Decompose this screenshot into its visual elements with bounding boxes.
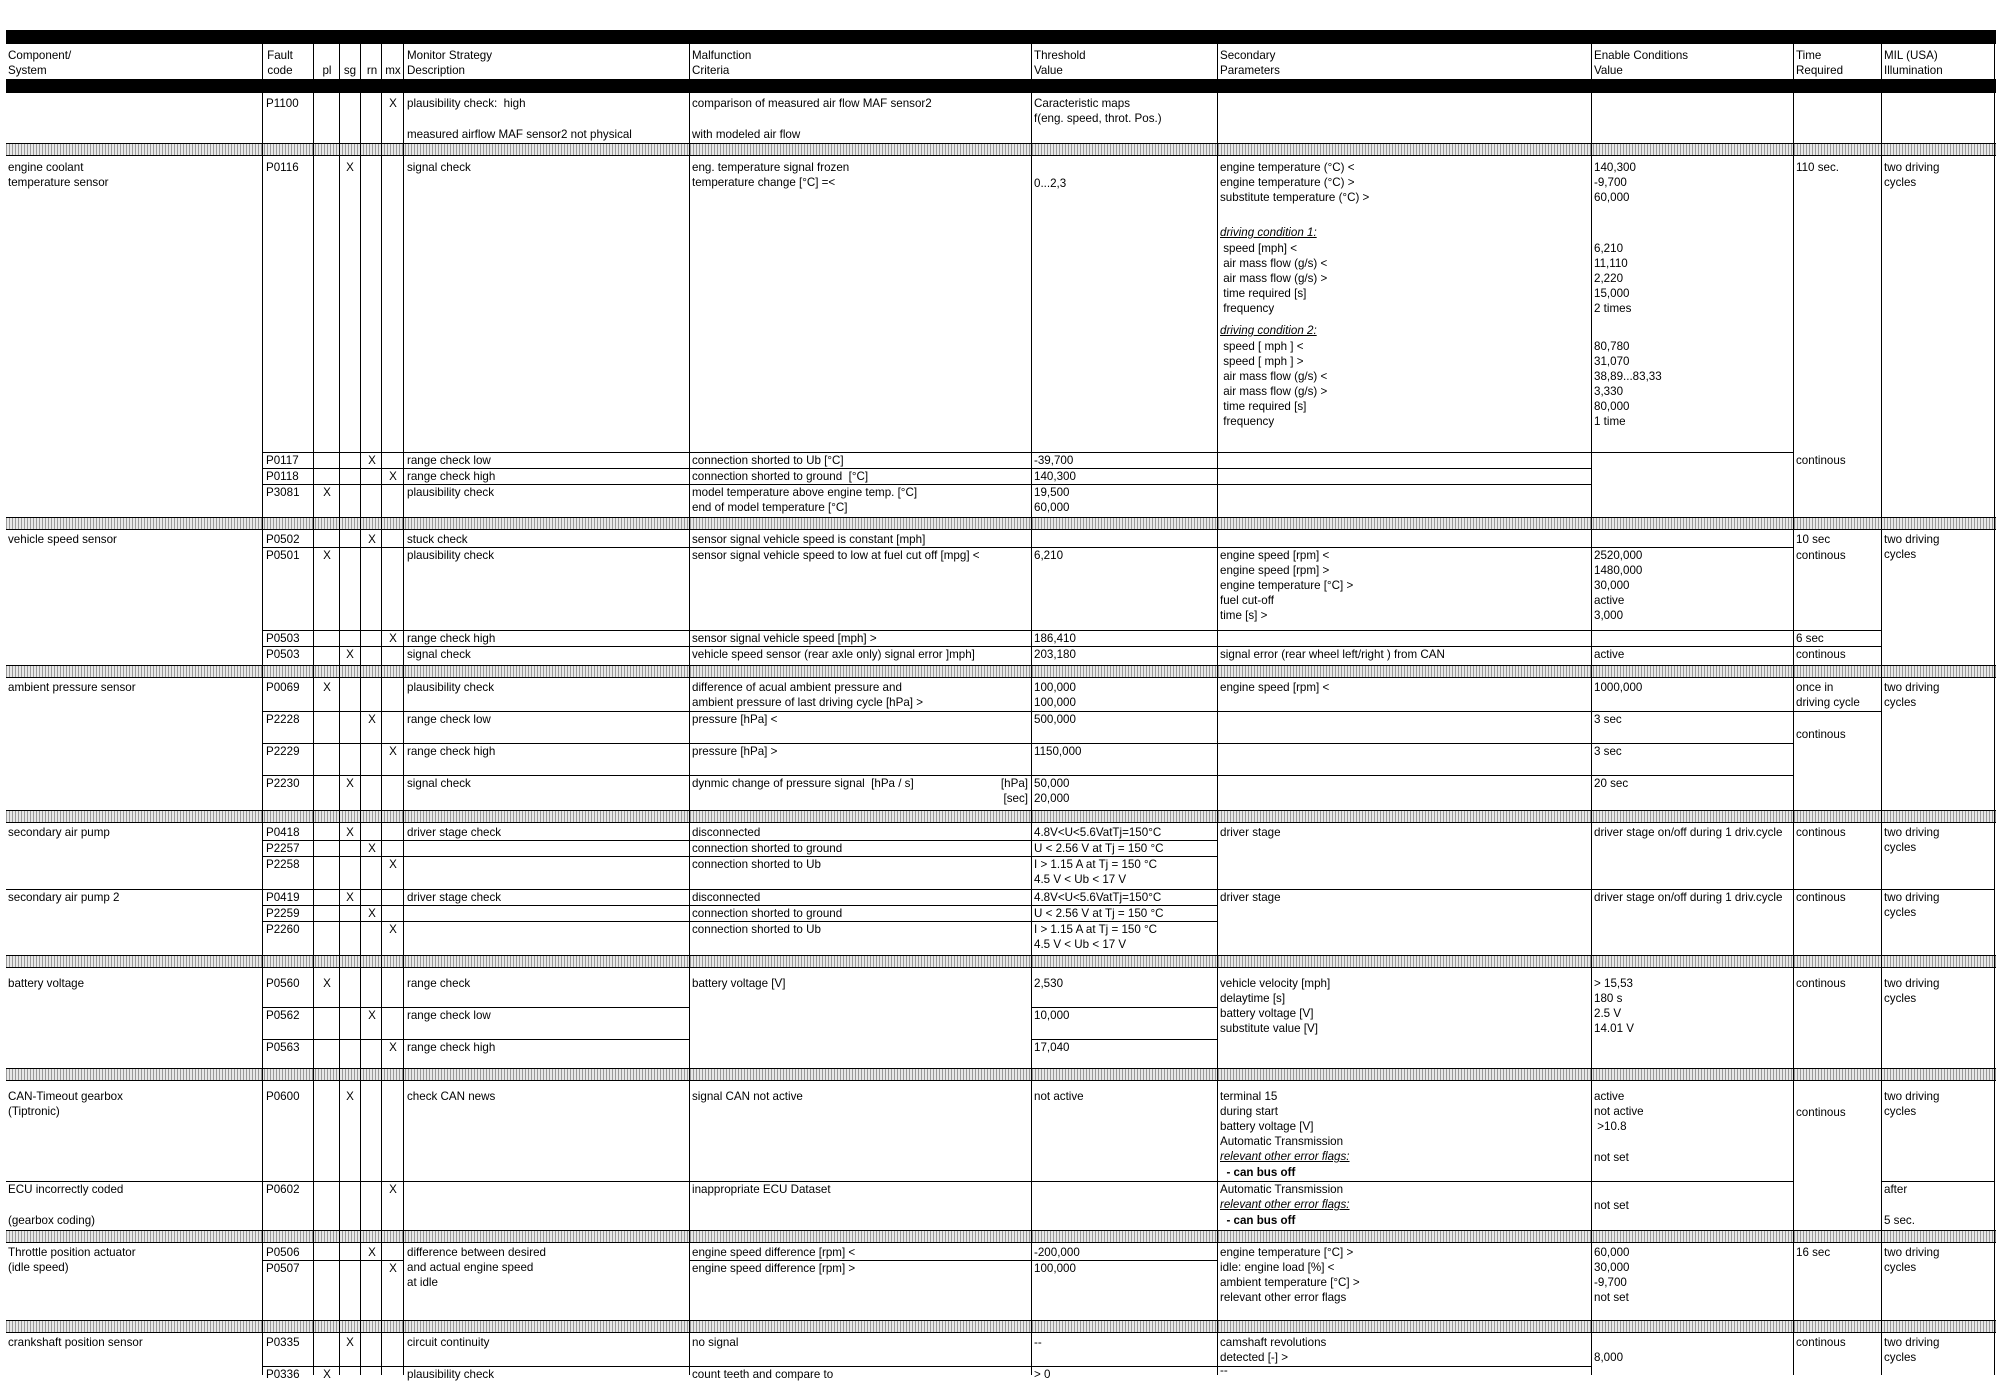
p0600-criteria: signal CAN not active	[692, 1090, 803, 1103]
p0503b-criteria: vehicle speed sensor (rear axle only) signal error ]mph]	[692, 648, 975, 661]
header-malfunction: Malfunction Criteria	[692, 49, 752, 77]
p0503a-criteria: sensor signal vehicle speed [mph] >	[692, 632, 877, 645]
sap2-mil: two driving cycles	[1884, 891, 1940, 919]
p0600-flags: relevant other error flags:	[1220, 1150, 1350, 1163]
p0117-code: P0117	[266, 454, 299, 467]
header-enable: Enable Conditions Value	[1594, 49, 1689, 77]
crank-component: crankshaft position sensor	[8, 1336, 143, 1349]
header-strategy: Monitor Strategy Description	[407, 49, 493, 77]
p3081-criteria: model temperature above engine temp. [°C] end of model temperature [°C]	[692, 486, 918, 514]
p0602-secondary: Automatic Transmission	[1220, 1183, 1344, 1196]
col-divider	[1881, 44, 1882, 1375]
p0503b-threshold: 203,180	[1034, 648, 1076, 661]
p2259-mark: X	[368, 907, 376, 920]
p0600-time: continous	[1796, 1106, 1846, 1119]
p2258-threshold: I > 1.15 A at Tj = 150 °C 4.5 V < Ub < 17 V	[1034, 858, 1158, 886]
col-divider	[1217, 44, 1218, 1375]
p0069-strategy: plausibility check	[407, 681, 494, 694]
sap2-strategy: driver stage check	[407, 891, 502, 904]
p0069-enable: 1000,000	[1594, 681, 1643, 694]
p0501-secondary: engine speed [rpm] < engine speed [rpm] > engine temperature [°C] > fuel cut-off time [s] >	[1220, 549, 1354, 622]
row-line	[262, 452, 1794, 453]
battery-secondary: vehicle velocity [mph] delaytime [s] battery voltage [V] substitute value [V]	[1220, 977, 1331, 1035]
p2259-criteria: connection shorted to ground	[692, 907, 843, 920]
throttle-component: Throttle position actuator (idle speed)	[8, 1246, 136, 1274]
p0502-time: 10 sec	[1796, 533, 1831, 546]
throttle-secondary: engine temperature [°C] > idle: engine load [%] < ambient temperature [°C] > relevant other error flags	[1220, 1246, 1360, 1304]
p0118-mark: X	[389, 470, 397, 483]
p1100-criteria-1: comparison of measured air flow MAF sensor2	[692, 97, 932, 110]
p0602-mark: X	[389, 1183, 397, 1196]
p0503a-time: 6 sec	[1796, 632, 1824, 645]
section-separator	[6, 1068, 1996, 1081]
p0502-strategy: stuck check	[407, 533, 468, 546]
ecu-component-1: ECU incorrectly coded	[8, 1183, 124, 1196]
header-secondary: Secondary Parameters	[1220, 49, 1280, 77]
p0116-threshold: 0...2,3	[1034, 177, 1067, 190]
header-rn: rn	[366, 64, 378, 77]
p2229-criteria: pressure [hPa] >	[692, 745, 778, 758]
p2228-mark: X	[368, 713, 376, 726]
p0116-strategy: signal check	[407, 161, 471, 174]
throttle-enable: 60,000 30,000 -9,700 not set	[1594, 1246, 1630, 1304]
p0503a-mark: X	[389, 632, 397, 645]
p0336-code: P0336	[266, 1368, 300, 1381]
throttle-mil: two driving cycles	[1884, 1246, 1940, 1274]
sap1-strategy: driver stage check	[407, 826, 502, 839]
p0562-strategy: range check low	[407, 1009, 491, 1022]
p0116-mark: X	[346, 161, 354, 174]
section-separator	[6, 810, 1996, 823]
driving-condition-2-params: speed [ mph ] < speed [ mph ] > air mass flow (g/s) < air mass flow (g/s) > time required [s] frequency	[1220, 340, 1328, 428]
p0602-flags: relevant other error flags:	[1220, 1198, 1350, 1211]
p2229-strategy: range check high	[407, 745, 496, 758]
col-divider	[1591, 44, 1592, 1375]
p0501-code: P0501	[266, 549, 300, 562]
p0419-mark: X	[346, 891, 354, 904]
p0563-threshold: 17,040	[1034, 1041, 1070, 1054]
p0118-threshold: 140,300	[1034, 470, 1076, 483]
p0501-enable: 2520,000 1480,000 30,000 active 3,000	[1594, 549, 1643, 622]
p0503b-time: continous	[1796, 648, 1846, 661]
p2257-threshold: U < 2.56 V at Tj = 150 °C	[1034, 842, 1164, 855]
p0562-mark: X	[368, 1009, 376, 1022]
obd-monitor-table	[6, 30, 1996, 1381]
sap2-secondary: driver stage	[1220, 891, 1281, 904]
p0418-threshold: 4.8V<U<5.6VatTj=150°C	[1034, 826, 1162, 839]
sap2-time: continous	[1796, 891, 1846, 904]
p3081-mark: X	[323, 486, 331, 499]
p2228-strategy: range check low	[407, 713, 491, 726]
p0602-flag-item: - can bus off	[1220, 1214, 1296, 1227]
battery-criteria: battery voltage [V]	[692, 977, 786, 990]
p0563-strategy: range check high	[407, 1041, 496, 1054]
p0117-time: continous	[1796, 454, 1846, 467]
p0507-threshold: 100,000	[1034, 1262, 1076, 1275]
sap1-mil: two driving cycles	[1884, 826, 1940, 854]
p0069-mark: X	[323, 681, 331, 694]
driving-condition-1-values: 6,210 11,110 2,220 15,000 2 times	[1594, 242, 1632, 315]
p0507-code: P0507	[266, 1262, 300, 1275]
p2260-criteria: connection shorted to Ub	[692, 923, 821, 936]
p0502-mark: X	[368, 533, 376, 546]
p0069-code: P0069	[266, 681, 300, 694]
p0506-threshold: -200,000	[1034, 1246, 1080, 1259]
header-fault-code: Fault code	[267, 49, 293, 77]
col-divider	[262, 44, 263, 1375]
speed-component: vehicle speed sensor	[8, 533, 117, 546]
p2229-enable: 3 sec	[1594, 745, 1622, 758]
p2258-mark: X	[389, 858, 397, 871]
p0069-threshold: 100,000 100,000	[1034, 681, 1076, 709]
p0419-code: P0419	[266, 891, 300, 904]
p0502-criteria: sensor signal vehicle speed is constant [mph]	[692, 533, 926, 546]
p2230-criteria: dynmic change of pressure signal [hPa / s]	[692, 777, 914, 790]
p0335-mark: X	[346, 1336, 354, 1349]
p2230-code: P2230	[266, 777, 300, 790]
p0506-criteria: engine speed difference [rpm] <	[692, 1246, 856, 1259]
p0560-strategy: range check	[407, 977, 471, 990]
p0602-enable: not set	[1594, 1199, 1629, 1212]
p0602-code: P0602	[266, 1183, 300, 1196]
p0116-criteria: eng. temperature signal frozen temperature change [°C] =<	[692, 161, 850, 189]
throttle-strategy: difference between desired and actual engine speed at idle	[407, 1246, 547, 1289]
crank-secondary: camshaft revolutions detected [-] >	[1220, 1336, 1327, 1364]
p0116-code: P0116	[266, 161, 299, 174]
p0336-mark: X	[323, 1368, 331, 1381]
p0506-code: P0506	[266, 1246, 300, 1259]
header-pl: pl	[322, 64, 332, 77]
driving-condition-1-params: speed [mph] < air mass flow (g/s) < air mass flow (g/s) > time required [s] frequency	[1220, 242, 1328, 315]
sap2-enable: driver stage on/off during 1 driv.cycle	[1594, 891, 1783, 904]
col-divider	[403, 44, 404, 1375]
battery-mil: two driving cycles	[1884, 977, 1940, 1005]
p0562-code: P0562	[266, 1009, 300, 1022]
p0503b-strategy: signal check	[407, 648, 471, 661]
p0507-criteria: engine speed difference [rpm] >	[692, 1262, 856, 1275]
p1100-strategy-1: plausibility check: high	[407, 97, 526, 110]
battery-component: battery voltage	[8, 977, 85, 990]
ambient-time-continous: continous	[1796, 728, 1846, 741]
p0506-mark: X	[368, 1246, 376, 1259]
driving-condition-1-title: driving condition 1:	[1220, 226, 1317, 239]
p2260-code: P2260	[266, 923, 300, 936]
throttle-time: 16 sec	[1796, 1246, 1831, 1259]
p0069-criteria: difference of acual ambient pressure and ambient pressure of last driving cycle [hPa] >	[692, 681, 924, 709]
row-line	[262, 775, 1794, 776]
p3081-code: P3081	[266, 486, 300, 499]
ecu-mil-2: 5 sec.	[1884, 1214, 1915, 1227]
p0503a-threshold: 186,410	[1034, 632, 1076, 645]
battery-time: continous	[1796, 977, 1846, 990]
p0118-code: P0118	[266, 470, 299, 483]
p2230-unit: [hPa] [sec]	[1000, 777, 1028, 805]
col-divider	[339, 44, 340, 1375]
battery-enable: > 15,53 180 s 2.5 V 14.01 V	[1594, 977, 1634, 1035]
crank-mil: two driving cycles	[1884, 1336, 1940, 1364]
p2258-code: P2258	[266, 858, 300, 871]
section-separator	[6, 1230, 1996, 1243]
p0418-criteria: disconnected	[692, 826, 761, 839]
can-mil: two driving cycles	[1884, 1090, 1940, 1118]
p0503b-code: P0503	[266, 648, 300, 661]
p2229-threshold: 1150,000	[1034, 745, 1082, 758]
sap2-component: secondary air pump 2	[8, 891, 120, 904]
ecu-component-2: (gearbox coding)	[8, 1214, 96, 1227]
p0563-mark: X	[389, 1041, 397, 1054]
p0118-strategy: range check high	[407, 470, 496, 483]
section-separator	[6, 517, 1996, 530]
header-mil: MIL (USA) Illumination	[1884, 49, 1943, 77]
top-border-bar	[6, 30, 1996, 44]
coolant-component: engine coolant temperature sensor	[8, 161, 109, 189]
p0418-mark: X	[346, 826, 354, 839]
p2258-criteria: connection shorted to Ub	[692, 858, 821, 871]
p2257-criteria: connection shorted to ground	[692, 842, 843, 855]
p2229-mark: X	[389, 745, 397, 758]
header-mx: mx	[385, 64, 401, 77]
p0116-secondary: engine temperature (°C) < engine temperature (°C) > substitute temperature (°C) >	[1220, 161, 1370, 204]
p0335-strategy: circuit continuity	[407, 1336, 490, 1349]
sap1-component: secondary air pump	[8, 826, 110, 839]
section-separator	[6, 665, 1996, 678]
p0418-code: P0418	[266, 826, 300, 839]
p2230-threshold: 50,000 20,000	[1034, 777, 1070, 805]
p0600-code: P0600	[266, 1090, 300, 1103]
p0600-threshold: not active	[1034, 1090, 1084, 1103]
p3081-threshold: 19,500 60,000	[1034, 486, 1070, 514]
p2230-mark: X	[346, 777, 354, 790]
p0116-time: 110 sec.	[1796, 161, 1839, 174]
p0118-criteria: connection shorted to ground [°C]	[692, 470, 869, 483]
col-divider	[1793, 44, 1794, 1375]
p2228-code: P2228	[266, 713, 300, 726]
col-divider	[381, 44, 382, 1375]
p0335-criteria: no signal	[692, 1336, 739, 1349]
p2259-code: P2259	[266, 907, 300, 920]
p0117-mark: X	[368, 454, 376, 467]
can-component: CAN-Timeout gearbox (Tiptronic)	[8, 1090, 123, 1118]
p0600-mark: X	[346, 1090, 354, 1103]
col-divider	[360, 44, 361, 1375]
p0117-threshold: -39,700	[1034, 454, 1074, 467]
p0069-secondary: engine speed [rpm] <	[1220, 681, 1330, 694]
crank-secondary-2: --	[1220, 1364, 1228, 1377]
p0563-code: P0563	[266, 1041, 300, 1054]
p0335-code: P0335	[266, 1336, 300, 1349]
p0600-secondary: terminal 15 during start battery voltage [V] Automatic Transmission	[1220, 1090, 1344, 1148]
p2230-strategy: signal check	[407, 777, 471, 790]
p1100-threshold: Caracteristic maps f(eng. speed, throt. Pos.)	[1034, 97, 1162, 125]
p2228-threshold: 500,000	[1034, 713, 1076, 726]
col-divider	[1031, 44, 1032, 1375]
p0069-time: once in driving cycle	[1796, 681, 1860, 709]
p1100-criteria-2: with modeled air flow	[692, 128, 801, 141]
p0600-flag-item: - can bus off	[1220, 1166, 1296, 1179]
p0117-criteria: connection shorted to Ub [°C]	[692, 454, 844, 467]
p0503a-strategy: range check high	[407, 632, 496, 645]
p0600-enable-flag: not set	[1594, 1151, 1629, 1164]
p0419-criteria: disconnected	[692, 891, 761, 904]
p0560-code: P0560	[266, 977, 300, 990]
p2260-mark: X	[389, 923, 397, 936]
header-bottom-bar	[6, 79, 1996, 93]
p0600-enable: active not active >10.8	[1594, 1090, 1644, 1133]
p0503b-secondary: signal error (rear wheel left/right ) from CAN	[1220, 648, 1445, 661]
p0336-criteria: count teeth and compare to	[692, 1368, 834, 1381]
p2228-criteria: pressure [hPa] <	[692, 713, 778, 726]
section-separator	[6, 1320, 1996, 1333]
header-threshold: Threshold Value	[1034, 49, 1086, 77]
col-divider	[313, 44, 314, 1375]
coolant-mil: two driving cycles	[1884, 161, 1940, 189]
crank-time: continous	[1796, 1336, 1846, 1349]
p0501-strategy: plausibility check	[407, 549, 494, 562]
driving-condition-2-values: 80,780 31,070 38,89...83,33 3,330 80,000 1 time	[1594, 340, 1662, 428]
p0560-mark: X	[323, 977, 331, 990]
p2259-threshold: U < 2.56 V at Tj = 150 °C	[1034, 907, 1164, 920]
p2260-threshold: I > 1.15 A at Tj = 150 °C 4.5 V < Ub < 17 V	[1034, 923, 1158, 951]
p2257-mark: X	[368, 842, 376, 855]
p0501-threshold: 6,210	[1034, 549, 1064, 562]
p0335-threshold: --	[1034, 1336, 1042, 1349]
header-sg: sg	[343, 64, 357, 77]
p0600-strategy: check CAN news	[407, 1090, 496, 1103]
p0562-threshold: 10,000	[1034, 1009, 1070, 1022]
p3081-strategy: plausibility check	[407, 486, 494, 499]
p0503b-enable: active	[1594, 648, 1625, 661]
p0336-strategy: plausibility check	[407, 1368, 494, 1381]
sap1-secondary: driver stage	[1220, 826, 1281, 839]
col-divider	[1994, 44, 1995, 1375]
p0507-mark: X	[389, 1262, 397, 1275]
section-separator	[6, 955, 1996, 968]
p0503a-code: P0503	[266, 632, 300, 645]
p0336-threshold: > 0	[1034, 1368, 1051, 1381]
sap1-enable: driver stage on/off during 1 driv.cycle	[1594, 826, 1783, 839]
p0116-enable: 140,300 -9,700 60,000	[1594, 161, 1636, 204]
p0503b-mark: X	[346, 648, 354, 661]
p0501-criteria: sensor signal vehicle speed to low at fuel cut off [mpg] <	[692, 549, 980, 562]
ambient-component: ambient pressure sensor	[8, 681, 136, 694]
p1100-mark: X	[389, 97, 397, 110]
p0117-strategy: range check low	[407, 454, 491, 467]
p0602-criteria: inappropriate ECU Dataset	[692, 1183, 831, 1196]
p1100-code: P1100	[266, 97, 299, 110]
p2228-enable: 3 sec	[1594, 713, 1622, 726]
p0560-threshold: 2,530	[1034, 977, 1064, 990]
crank-enable: 8,000	[1594, 1351, 1624, 1364]
p0501-mark: X	[323, 549, 331, 562]
driving-condition-2-title: driving condition 2:	[1220, 324, 1317, 337]
p1100-strategy-2: measured airflow MAF sensor2 not physical	[407, 128, 632, 141]
header-component: Component/ System	[8, 49, 72, 77]
p2229-code: P2229	[266, 745, 300, 758]
p0419-threshold: 4.8V<U<5.6VatTj=150°C	[1034, 891, 1162, 904]
speed-mil: two driving cycles	[1884, 533, 1940, 561]
p0501-time: continous	[1796, 549, 1846, 562]
p2230-enable: 20 sec	[1594, 777, 1629, 790]
col-divider	[689, 44, 690, 1375]
p0502-code: P0502	[266, 533, 300, 546]
ambient-mil: two driving cycles	[1884, 681, 1940, 709]
p2257-code: P2257	[266, 842, 300, 855]
section-separator	[6, 143, 1996, 156]
ecu-mil-1: after	[1884, 1183, 1908, 1196]
sap1-time: continous	[1796, 826, 1846, 839]
header-time: Time Required	[1796, 49, 1844, 77]
